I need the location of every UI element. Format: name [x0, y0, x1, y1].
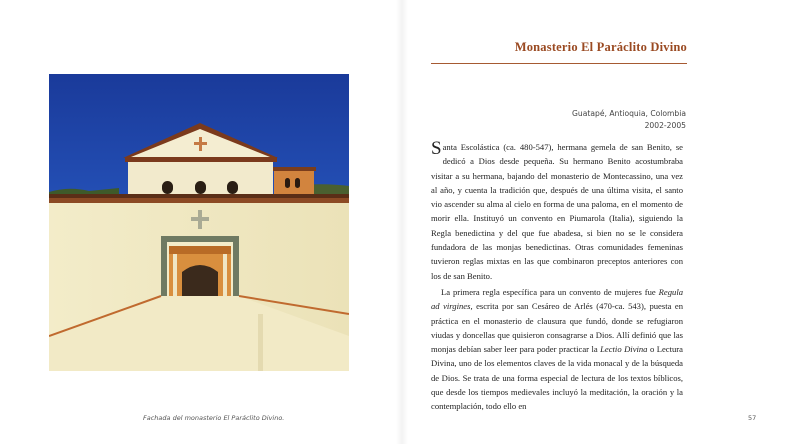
paragraph-2-part-b: , escrita por san Cesáreo de Arlés (470-ca. 543), puesta en práctica en el monasterio de clausura que fundó, donde se refugiaron viudas y doncellas que quisieron consagrarse a Dios. Allí definió que las monjas debían saber leer para poder practicar la — [431, 301, 684, 355]
paragraph-2-part-c: o Lectura Divina, uno de los elementos claves de la vida monacal y de la búsqueda de Dios. Se trata de una forma especial de lectura de los textos bíblicos, que desde los tiempos medievales incluyó la meditación, la oración y la contemplación, todo ello en — [431, 344, 683, 412]
paragraph-2-part-a: La primera regla específica para un convento de mujeres fue — [441, 286, 659, 297]
paragraph-2 — [431, 285, 683, 414]
photo-caption: Fachada del monasterio El Paráclito Divino. — [143, 414, 285, 422]
paragraph-1-text: anta Escolástica (ca. 480-547), hermana gemela de san Benito, se dedicó a Dios desde pequeña. Su hermano Benito acostumbraba visitar a su hermana, bajando del monasterio de Montecassino, una vez al año, y cuenta la tradición que, después de una última visita, el santo vio ascender su alma al cielo en forma de una paloma, en el momento de morir ella. Instituyó un convento en Piumarola (Italia), siguiendo la Regla benedictina y del que fue abadesa, si bien no se le considera fundadora de las monjas benedictinas. Otras comunidades femeninas tuvieron reglas mixtas en las que combinaron preceptos anteriores con los de san Benito. — [431, 142, 683, 281]
page-number: 57 — [748, 414, 757, 422]
work-title-regula: Regula ad virgines — [431, 286, 683, 312]
paragraph-1 — [431, 140, 683, 283]
project-years: 2002-2005 — [644, 121, 686, 130]
project-location-block — [572, 108, 686, 132]
drop-cap: S — [431, 138, 442, 159]
page-gutter — [396, 0, 408, 444]
term-lectio-divina: Lectio Divina — [600, 344, 648, 355]
title-divider — [431, 63, 687, 64]
body-text — [431, 140, 683, 414]
chapter-title: Monasterio El Paráclito Divino — [514, 40, 687, 54]
project-location: Guatapé, Antioquia, Colombia — [572, 109, 686, 118]
monastery-facade-photo — [49, 74, 349, 371]
